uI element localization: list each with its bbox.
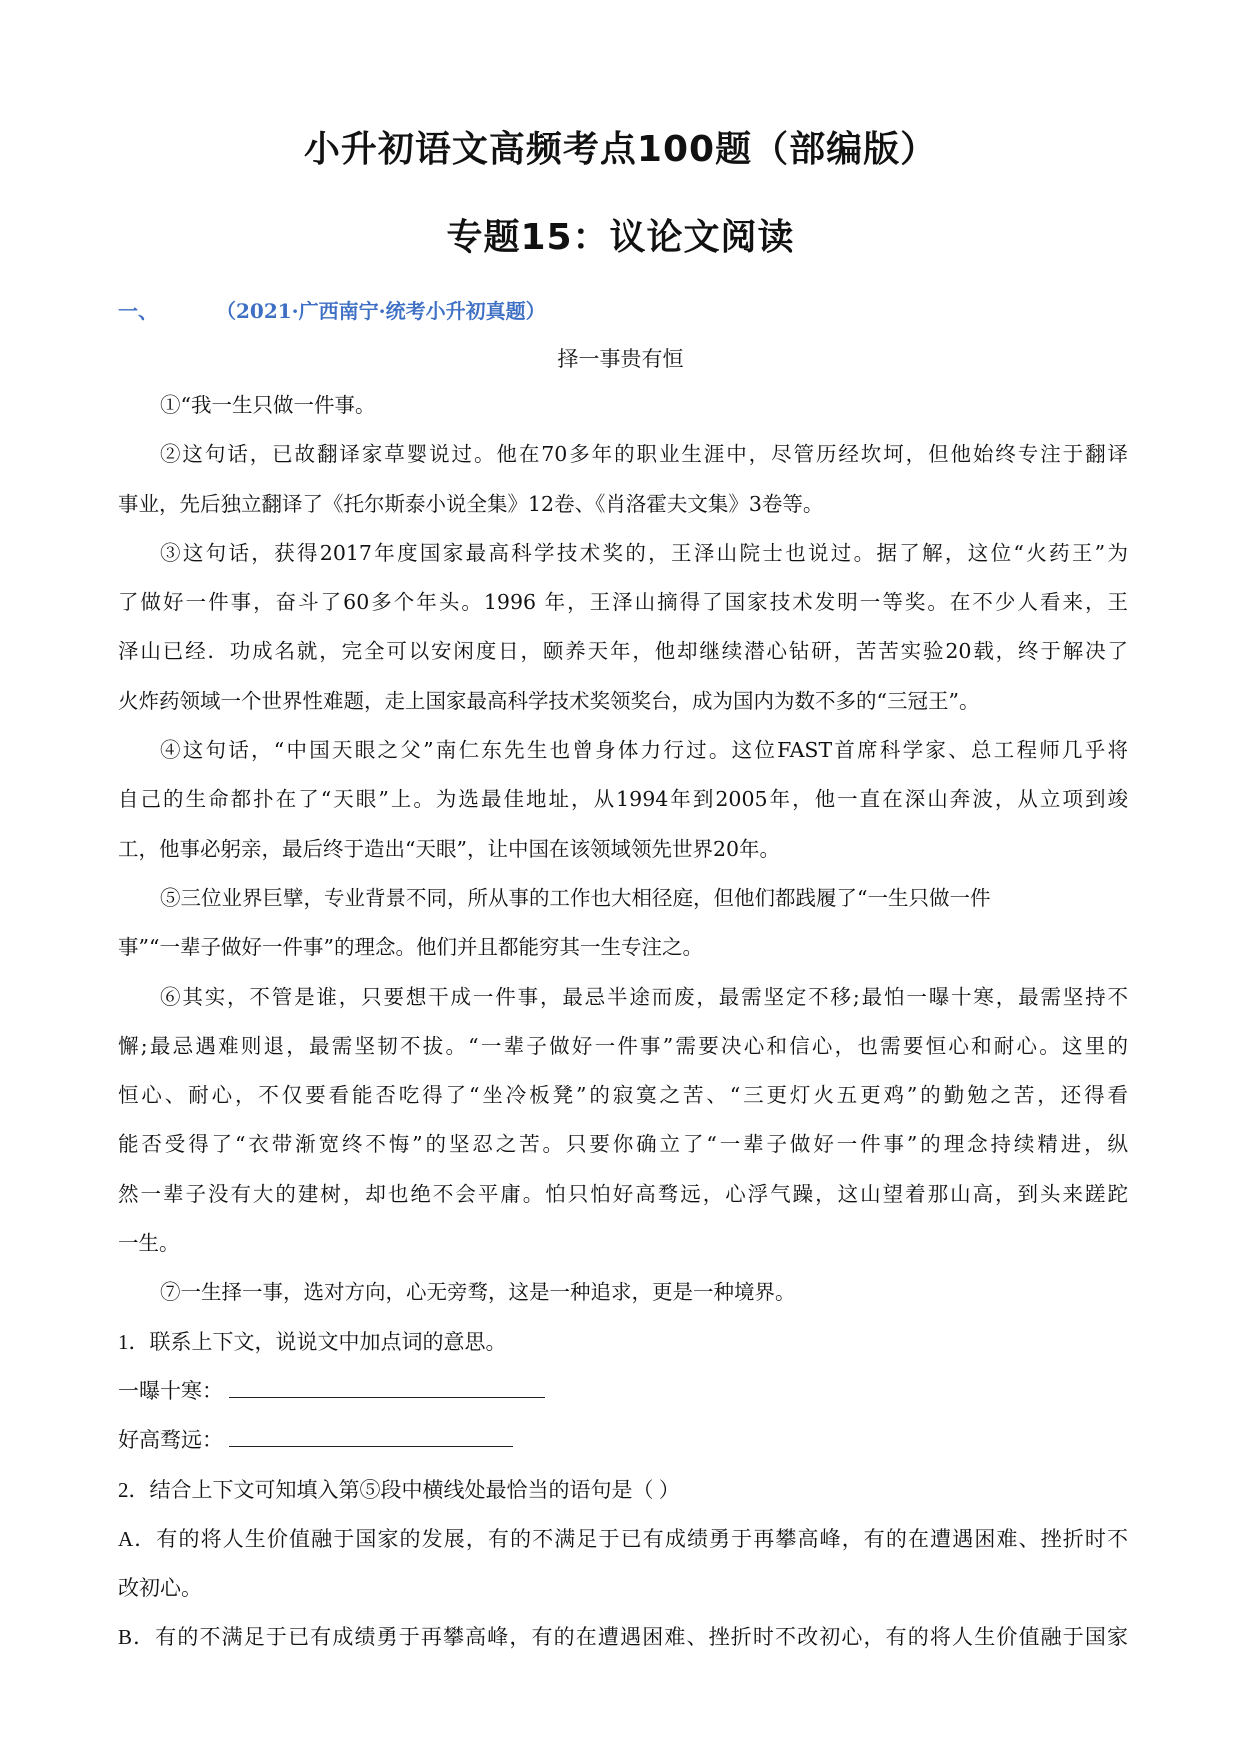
article-line: ⑥其实，不管是谁，只要想干成一件事，最忌半途而废，最需坚定不移;最怕一曝十寒，最需坚持不 (160, 984, 1128, 1009)
article-line: 然一辈子没有大的建树，却也绝不会平庸。怕只怕好高骛远，心浮气躁，这山望着那山高，到头来蹉跎 (118, 1181, 1128, 1206)
section-heading (118, 296, 546, 326)
item-label: 一曝十寒： (118, 1378, 223, 1403)
article-line: 了做好一件事，奋斗了60多个年头。1996 年，王泽山摘得了国家技术发明一等奖。在不少人看来，王 (118, 590, 1128, 615)
answer-blank[interactable] (229, 1375, 545, 1398)
article-line: ②这句话，已故翻译家草婴说过。他在70多年的职业生涯中，尽管历经坎坷，但他始终专注于翻译 (160, 442, 1128, 467)
question-1-item-1 (118, 1367, 1128, 1416)
document-main-title: 小升初语文高频考点100题（部编版） (303, 129, 938, 170)
question-2-option-b: B．有的不满足于已有成绩勇于再攀高峰，有的在遭遇困难、挫折时不改初心，有的将人生价值融于国家 (118, 1625, 1128, 1650)
item-label: 好高骛远： (118, 1428, 223, 1453)
article-title: 择一事贵有恒 (557, 347, 684, 371)
section-number: 一、 (118, 299, 158, 323)
article-line: 工，他事必躬亲，最后终于造出“天眼”，让中国在该领域领先世界20年。 (118, 836, 781, 861)
article-line: 事业，先后独立翻译了《托尔斯泰小说全集》12卷、《肖洛霍夫文集》3卷等。 (118, 491, 824, 516)
answer-blank[interactable] (229, 1424, 513, 1447)
section-source: （2021·广西南宁·统考小升初真题） (216, 299, 546, 323)
article-line: 一生。 (118, 1231, 180, 1256)
article-line: 能否受得了“衣带渐宽终不悔”的坚忍之苦。只要你确立了“一辈子做好一件事”的理念持续精进，纵 (118, 1132, 1128, 1157)
question-2-option-a: A．有的将人生价值融于国家的发展，有的不满足于已有成绩勇于再攀高峰，有的在遭遇困难、挫折时不 (118, 1526, 1128, 1551)
article-line: 自己的生命都扑在了“天眼”上。为选最佳地址，从1994年到2005年，他一直在深山奔波，从立项到竣 (118, 787, 1128, 812)
article-line: ⑦一生择一事，选对方向，心无旁骛，这是一种追求，更是一种境界。 (160, 1280, 796, 1305)
article-line: ①“我一生只做一件事。 (160, 393, 376, 417)
topic-subtitle: 专题15：议论文阅读 (446, 217, 795, 258)
article-line: 恒心、耐心，不仅要看能否吃得了“坐冷板凳”的寂寞之苦、“三更灯火五更鸡”的勤勉之苦，还得看 (118, 1083, 1128, 1108)
article-line: ④这句话，“中国天眼之父”南仁东先生也曾身体力行过。这位FAST首席科学家、总工程师几乎将 (160, 738, 1128, 763)
article-line: 事”“一辈子做好一件事”的理念。他们并且都能穷其一生专注之。 (118, 935, 703, 960)
article-line: 懈;最忌遇难则退，最需坚韧不拔。“一辈子做好一件事”需要决心和信心，也需要恒心和耐心。这里的 (118, 1033, 1128, 1058)
article-line: 泽山已经．功成名就，完全可以安闲度日，颐养天年，他却继续潜心钻研，苦苦实验20载，终于解决了 (118, 639, 1128, 664)
question-1-stem: 1．联系上下文，说说文中加点词的意思。 (118, 1329, 507, 1354)
article-line: ⑤三位业界巨擘，专业背景不同，所从事的工作也大相径庭，但他们都践履了“一生只做一件 (160, 885, 991, 910)
article-line: 火炸药领域一个世界性难题，走上国家最高科学技术奖领奖台，成为国内为数不多的“三冠王”。 (118, 688, 980, 713)
question-2-stem: 2．结合上下文可知填入第⑤段中横线处最恰当的语句是（ ） (118, 1477, 680, 1502)
document-body (118, 381, 1128, 1663)
article-line: ③这句话，获得2017年度国家最高科学技术奖的，王泽山院士也说过。据了解，这位“火药王”为 (160, 540, 1128, 565)
question-1-item-2 (118, 1416, 1128, 1465)
question-2-option-a-cont: 改初心。 (118, 1576, 202, 1601)
